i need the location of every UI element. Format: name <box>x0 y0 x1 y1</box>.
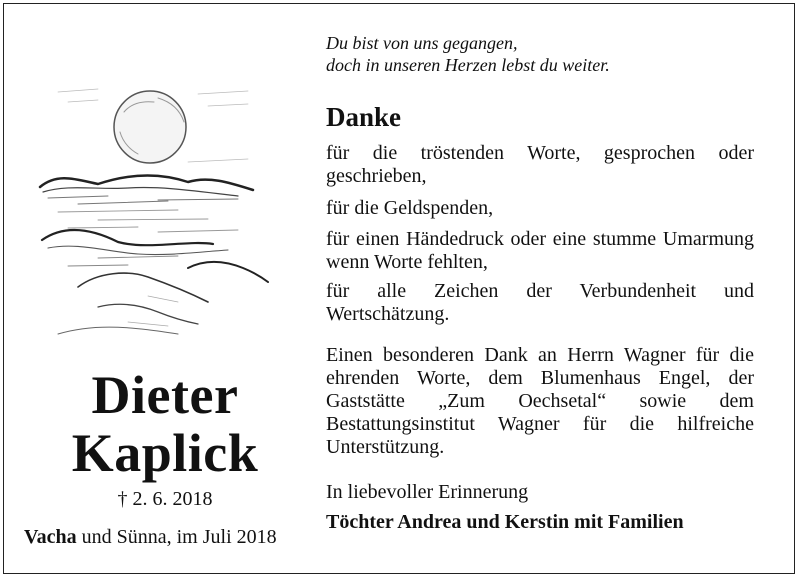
quote-line-1: Du bist von uns gegangen, <box>326 33 518 53</box>
thanks-item-words: für die tröstenden Worte, gesprochen oder geschrieben, <box>326 142 754 187</box>
thanks-heading: Danke <box>326 102 402 132</box>
deceased-last-name: Kaplick <box>71 423 259 483</box>
deceased-first-name: Dieter <box>91 365 239 425</box>
special-thanks-paragraph: Einen besonderen Dank an Herrn Wagner für die ehrenden Worte, dem Blumenhaus Engel, der Gaststätte „Zum Oechsetal“ sowie dem Bestattungsinstitut Wagner für die hilfreiche Unterstützung. <box>326 344 754 458</box>
place-name: Vacha <box>24 526 77 548</box>
closing-line: In liebevoller Erinnerung <box>326 481 529 503</box>
memorial-quote <box>326 32 754 76</box>
place-rest: und Sünna, im Juli 2018 <box>76 526 277 548</box>
quote-line-2: doch in unseren Herzen lebst du weiter. <box>326 55 610 75</box>
place-and-date <box>24 526 314 549</box>
thanks-item-solidarity: für alle Zeichen der Verbundenheit und Wertschätzung. <box>326 280 754 325</box>
thanks-item-handshake: für einen Händedruck oder eine stumme Umarmung wenn Worte fehlten, <box>326 228 754 273</box>
signature: Töchter Andrea und Kerstin mit Familien <box>326 511 684 533</box>
thanks-item-donations: für die Geldspenden, <box>326 197 494 219</box>
moon-landscape-illustration <box>38 72 278 342</box>
death-date: † 2. 6. 2018 <box>117 488 213 510</box>
